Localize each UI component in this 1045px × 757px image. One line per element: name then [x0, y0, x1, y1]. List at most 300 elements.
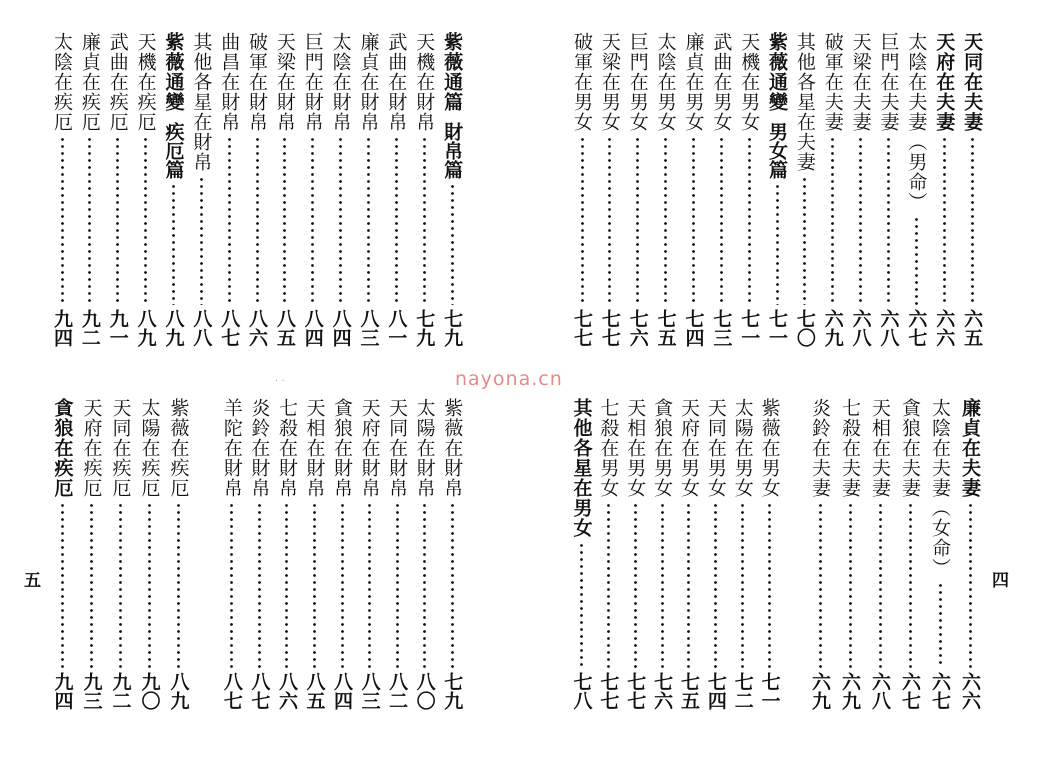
toc-entry-title: 巨門在財帛 [301, 32, 324, 132]
toc-entry-heading [274, 398, 300, 498]
page-number-left: 五 [24, 571, 41, 591]
toc-entry-heading [959, 32, 985, 132]
toc-entry-title: 貪狼在夫妻 [899, 398, 921, 498]
dot-leader [423, 502, 426, 668]
toc-entry[interactable] [624, 32, 652, 347]
toc-entry[interactable] [568, 32, 596, 347]
toc-entry[interactable] [791, 32, 819, 347]
toc-entry-title: 天府在夫妻 [933, 32, 956, 132]
toc-entry-heading [569, 32, 595, 132]
dot-leader [61, 136, 64, 305]
toc-entry-title: 破軍在男女 [571, 32, 594, 132]
toc-entry-heading [301, 398, 327, 498]
toc-entry-page: 九一 [106, 309, 129, 347]
toc-entry[interactable] [215, 32, 243, 347]
toc-entry-heading [137, 398, 163, 498]
toc-entry[interactable] [411, 398, 439, 710]
toc-entry-heading [439, 32, 465, 179]
toc-entry-page: 九四 [51, 309, 74, 347]
dot-leader [887, 136, 890, 305]
toc-entry-title: 天梁在夫妻 [849, 32, 872, 132]
toc-entry-title: 天府在疾厄 [80, 398, 103, 498]
toc-entry[interactable] [246, 398, 274, 710]
watermark: nayona.cn [455, 368, 563, 390]
toc-entry-heading [108, 398, 134, 498]
toc-entry-heading [568, 398, 594, 538]
dot-leader [313, 502, 316, 668]
toc-entry-heading [676, 398, 702, 498]
toc-entry-page: 九三 [80, 672, 103, 710]
toc-entry-heading [897, 398, 923, 498]
toc-block-top-left [48, 32, 466, 347]
toc-entry-page: 六五 [961, 309, 984, 347]
toc-entry[interactable] [595, 398, 622, 710]
toc-entry[interactable] [805, 398, 835, 710]
toc-entry-heading [649, 398, 675, 498]
toc-entry-title: 其他各星在財帛 [190, 32, 213, 172]
toc-entry-heading [160, 32, 186, 179]
toc-entry[interactable] [865, 398, 895, 710]
toc-entry-title: 七殺在男女 [597, 398, 620, 498]
toc-entry-heading [300, 32, 326, 132]
toc-entry-heading [703, 398, 729, 498]
toc-entry-heading [133, 32, 159, 132]
toc-entry-title: 巨門在男女 [626, 32, 649, 132]
dot-leader [741, 502, 744, 668]
toc-entry-page: 八四 [331, 672, 354, 710]
toc-entry-page: 七六 [626, 309, 649, 347]
toc-entry[interactable] [356, 398, 384, 710]
toc-entry[interactable] [355, 32, 383, 347]
toc-entry-heading [820, 32, 846, 132]
toc-entry-title: 天機在男女 [738, 32, 761, 132]
toc-entry[interactable] [902, 32, 930, 347]
toc-entry-heading [188, 32, 214, 172]
toc-entry-page: 七七 [571, 309, 594, 347]
toc-entry-page: 六七 [905, 309, 928, 347]
dot-leader [636, 136, 639, 305]
toc-entry[interactable] [160, 32, 188, 347]
toc-entry[interactable] [735, 32, 763, 347]
toc-entry[interactable] [382, 32, 410, 347]
toc-entry[interactable] [438, 32, 466, 347]
toc-entry-page: 七二 [731, 672, 754, 710]
toc-entry-heading [867, 398, 893, 498]
toc-entry-heading [653, 32, 679, 132]
toc-entry[interactable] [568, 398, 595, 710]
dot-leader [768, 502, 771, 668]
toc-entry-title: 貪狼在財帛 [331, 398, 354, 498]
toc-entry-page: 八三 [358, 672, 381, 710]
toc-entry-heading [439, 398, 465, 498]
toc-entry-heading [848, 32, 874, 132]
toc-entry-heading [708, 32, 734, 132]
toc-entry-heading [49, 32, 75, 132]
toc-entry[interactable] [273, 398, 301, 710]
dot-leader [819, 502, 822, 668]
toc-entry-heading [383, 32, 409, 132]
toc-entry-title: 其他各星在夫妻 [793, 32, 816, 172]
toc-entry-title: 太陰在財帛 [329, 32, 352, 132]
dot-leader [451, 502, 454, 668]
toc-entry[interactable] [327, 32, 355, 347]
toc-entry-heading [875, 32, 901, 132]
toc-entry-page: 六八 [869, 672, 891, 710]
toc-entry-title: 天同在夫妻 [961, 32, 984, 132]
toc-entry-title: 紫薇在男女 [758, 398, 781, 498]
toc-entry[interactable] [819, 32, 847, 347]
dot-leader [339, 136, 342, 305]
toc-entry-title: 太陰在疾厄 [51, 32, 74, 132]
toc-entry[interactable] [875, 32, 903, 347]
toc-entry[interactable] [106, 398, 135, 710]
toc-entry-page: 七四 [704, 672, 727, 710]
dot-leader [61, 502, 64, 668]
toc-entry-title: 破軍在財帛 [246, 32, 269, 132]
toc-entry-page: 九〇 [138, 672, 161, 710]
dot-leader [879, 502, 882, 668]
dot-leader [395, 136, 398, 305]
toc-entry-page: 六九 [839, 672, 861, 710]
dot-leader [230, 502, 233, 668]
toc-entry[interactable] [596, 32, 624, 347]
toc-entry-page: 九四 [51, 672, 74, 710]
toc-entry-title: 天府在男女 [677, 398, 700, 498]
toc-entry-title: 七殺在財帛 [275, 398, 298, 498]
toc-entry-heading [272, 32, 298, 132]
toc-entry-page: 七〇 [793, 309, 816, 347]
toc-entry-title: 紫薇通變 [162, 32, 185, 112]
toc-entry-page: 八五 [273, 309, 296, 347]
toc-entry-page: 七五 [654, 309, 677, 347]
toc-entry[interactable] [958, 32, 986, 347]
dot-leader [367, 136, 370, 305]
toc-entry-title: 天府在財帛 [358, 398, 381, 498]
toc-entry-heading [219, 398, 245, 498]
toc-block-bottom-left-a [218, 398, 466, 710]
toc-entry-title: 武曲在男女 [710, 32, 733, 132]
toc-entry[interactable] [164, 398, 193, 710]
toc-entry-heading [355, 32, 381, 132]
toc-entry-title: 太陰在夫妻（男命） [905, 32, 928, 212]
toc-entry-title: 炎鈴在夫妻 [809, 398, 831, 498]
dot-leader [88, 136, 91, 305]
toc-entry-heading [77, 32, 103, 132]
toc-entry-heading [244, 32, 270, 132]
dot-leader [720, 136, 723, 305]
toc-entry-page: 七九 [413, 309, 436, 347]
dot-leader [116, 136, 119, 305]
toc-entry-page: 八一 [385, 309, 408, 347]
toc-entry-heading [216, 32, 242, 132]
dot-leader [368, 502, 371, 668]
dot-leader [803, 176, 806, 305]
toc-entry-page: 六八 [877, 309, 900, 347]
toc-entry[interactable] [676, 398, 703, 710]
toc-entry-page: 六六 [959, 672, 981, 710]
dot-leader [144, 136, 147, 305]
toc-entry[interactable] [48, 32, 76, 347]
toc-entry[interactable] [48, 398, 77, 710]
toc-entry[interactable] [438, 398, 466, 710]
toc-entry-page: 七五 [677, 672, 700, 710]
toc-entry-page: 八九 [162, 309, 185, 347]
dot-leader [634, 502, 637, 668]
toc-entry-page: 六九 [809, 672, 831, 710]
dot-leader [849, 502, 852, 668]
toc-entry[interactable] [955, 398, 985, 710]
toc-entry-page: 八九 [167, 672, 190, 710]
toc-entry-title: 太陰在夫妻（女命） [929, 398, 951, 578]
toc-entry-title: 炎鈴在財帛 [248, 398, 271, 498]
dot-leader [258, 502, 261, 668]
toc-block-bottom-right-a [805, 398, 985, 710]
toc-entry[interactable] [271, 32, 299, 347]
toc-entry-page: 七九 [441, 309, 464, 347]
dot-leader [776, 183, 779, 305]
toc-entry-heading [50, 398, 76, 498]
dot-leader [396, 502, 399, 668]
toc-entry-title: 廉貞在疾厄 [78, 32, 101, 132]
dot-leader [664, 136, 667, 305]
toc-entry-page: 六九 [821, 309, 844, 347]
toc-entry-title: 天梁在男女 [598, 32, 621, 132]
toc-entry[interactable] [763, 32, 791, 347]
toc-entry-heading [927, 398, 953, 578]
toc-entry-page: 六六 [933, 309, 956, 347]
toc-entry[interactable] [930, 32, 958, 347]
toc-entry-title: 廉貞在男女 [682, 32, 705, 132]
dot-leader [311, 136, 314, 305]
toc-entry-page: 八四 [329, 309, 352, 347]
toc-entry-title: 廉貞在財帛 [357, 32, 380, 132]
dot-leader [119, 502, 122, 668]
toc-entry-page: 七七 [597, 672, 620, 710]
toc-entry-title: 武曲在財帛 [385, 32, 408, 132]
dot-leader [90, 502, 93, 668]
toc-entry-heading [105, 32, 131, 132]
toc-entry-page: 六七 [929, 672, 951, 710]
toc-entry[interactable] [835, 398, 865, 710]
toc-entry-heading [764, 32, 790, 179]
toc-entry-title: 天同在疾厄 [109, 398, 132, 498]
toc-entry-page: 八九 [134, 309, 157, 347]
dot-leader [200, 176, 203, 305]
toc-entry[interactable] [218, 398, 246, 710]
toc-entry-heading [622, 398, 648, 498]
dot-leader [748, 136, 751, 305]
toc-entry-page: 七七 [624, 672, 647, 710]
toc-entry[interactable] [702, 398, 729, 710]
toc-entry[interactable] [649, 398, 676, 710]
toc-entry-title: 廉貞在夫妻 [959, 398, 981, 498]
toc-entry-title: 天相在夫妻 [869, 398, 891, 498]
toc-entry-title: 貪狼在疾厄 [51, 398, 74, 498]
toc-entry[interactable] [299, 32, 327, 347]
toc-entry-heading [412, 398, 438, 498]
toc-entry-heading [597, 32, 623, 132]
toc-entry-title: 武曲在疾厄 [106, 32, 129, 132]
toc-entry-title: 其他各星在男女 [570, 398, 593, 538]
toc-entry-heading [903, 32, 929, 212]
dot-leader [714, 502, 717, 668]
toc-entry[interactable] [243, 32, 271, 347]
dot-leader [172, 183, 175, 305]
toc-entry-page: 九二 [109, 672, 132, 710]
toc-entry-title: 天同在男女 [704, 398, 727, 498]
toc-entry-title: 七殺在夫妻 [839, 398, 861, 498]
toc-entry-subtitle: 財帛篇 [441, 122, 464, 179]
toc-entry[interactable] [729, 398, 756, 710]
toc-entry-page: 八六 [246, 309, 269, 347]
toc-block-bottom-right-b [568, 398, 783, 710]
dot-leader [661, 502, 664, 668]
toc-entry-page: 八七 [218, 309, 241, 347]
toc-entry-page: 七一 [766, 309, 789, 347]
toc-entry-heading [329, 398, 355, 498]
toc-entry-title: 貪狼在男女 [651, 398, 674, 498]
dot-leader [831, 136, 834, 305]
toc-entry-page: 七三 [710, 309, 733, 347]
toc-entry-title: 紫薇在疾厄 [167, 398, 190, 498]
toc-entry[interactable] [383, 398, 411, 710]
toc-entry-title: 曲昌在財帛 [218, 32, 241, 132]
toc-entry[interactable] [895, 398, 925, 710]
dot-leader [692, 136, 695, 305]
toc-entry-page: 八二 [386, 672, 409, 710]
toc-entry-subtitle: 男女篇 [766, 122, 789, 179]
toc-entry-page: 八五 [303, 672, 326, 710]
dot-leader [608, 136, 611, 305]
toc-entry[interactable] [104, 32, 132, 347]
toc-entry[interactable] [301, 398, 329, 710]
toc-entry[interactable] [410, 32, 438, 347]
toc-entry-page: 七八 [570, 672, 593, 710]
dot-leader [341, 502, 344, 668]
toc-entry[interactable] [132, 32, 160, 347]
toc-entry[interactable] [77, 398, 106, 710]
toc-entry-heading [166, 398, 192, 498]
toc-block-bottom-left-b [48, 398, 193, 710]
dot-leader [283, 136, 286, 305]
toc-entry-page: 八〇 [413, 672, 436, 710]
dot-leader [971, 136, 974, 305]
dot-leader [943, 136, 946, 305]
toc-entry-title: 巨門在夫妻 [877, 32, 900, 132]
dot-leader [581, 136, 584, 305]
toc-entry-page: 九二 [78, 309, 101, 347]
toc-entry-title: 太陽在疾厄 [138, 398, 161, 498]
toc-entry-title: 天相在財帛 [303, 398, 326, 498]
toc-entry-subtitle: 疾厄篇 [162, 122, 185, 179]
toc-entry[interactable] [328, 398, 356, 710]
toc-entry[interactable] [756, 398, 783, 710]
toc-entry-heading [931, 32, 957, 132]
toc-entry-title: 天相在男女 [624, 398, 647, 498]
toc-entry-page: 七九 [441, 672, 464, 710]
dot-leader [148, 502, 151, 668]
toc-entry-title: 天機在財帛 [413, 32, 436, 132]
toc-entry-page: 八七 [248, 672, 271, 710]
dot-leader [256, 136, 259, 305]
toc-entry-page: 八四 [301, 309, 324, 347]
dot-leader [909, 502, 912, 668]
toc-entry-page: 八八 [190, 309, 213, 347]
dot-leader [451, 183, 454, 305]
dot-leader [939, 582, 942, 668]
dot-leader [687, 502, 690, 668]
toc-entry-heading [625, 32, 651, 132]
toc-entry[interactable] [652, 32, 680, 347]
toc-entry-heading [837, 398, 863, 498]
dot-leader [285, 502, 288, 668]
toc-entry[interactable] [680, 32, 708, 347]
toc-entry-heading [736, 32, 762, 132]
toc-entry[interactable] [707, 32, 735, 347]
toc-entry-page: 六七 [899, 672, 921, 710]
toc-entry-heading [328, 32, 354, 132]
toc-entry-heading [730, 398, 756, 498]
toc-entry-title: 太陽在財帛 [413, 398, 436, 498]
toc-entry-title: 天機在疾厄 [134, 32, 157, 132]
dot-leader [859, 136, 862, 305]
dot-leader [607, 502, 610, 668]
toc-entry-heading [957, 398, 983, 498]
toc-entry-title: 羊陀在財帛 [220, 398, 243, 498]
toc-entry[interactable] [925, 398, 955, 710]
toc-entry-page: 八七 [220, 672, 243, 710]
toc-entry-heading [357, 398, 383, 498]
dot-leader [969, 502, 972, 668]
toc-entry-title: 紫薇通變 [766, 32, 789, 112]
toc-entry[interactable] [187, 32, 215, 347]
toc-entry-page: 八三 [357, 309, 380, 347]
toc-entry[interactable] [135, 398, 164, 710]
toc-entry-heading [792, 32, 818, 172]
toc-entry-title: 破軍在夫妻 [821, 32, 844, 132]
dot-leader [423, 136, 426, 305]
toc-entry[interactable] [847, 32, 875, 347]
toc-entry-heading [411, 32, 437, 132]
toc-entry[interactable] [76, 32, 104, 347]
dot-leader [228, 136, 231, 305]
toc-entry-heading [757, 398, 783, 498]
toc-entry-page: 八六 [275, 672, 298, 710]
toc-entry-page: 七一 [738, 309, 761, 347]
dot-leader [177, 502, 180, 668]
toc-entry[interactable] [622, 398, 649, 710]
toc-entry-heading [595, 398, 621, 498]
toc-entry-page: 七六 [651, 672, 674, 710]
toc-entry-title: 太陰在男女 [654, 32, 677, 132]
toc-entry-heading [384, 398, 410, 498]
toc-entry-title: 天同在財帛 [386, 398, 409, 498]
toc-entry-title: 紫薇通篇 [441, 32, 464, 112]
toc-entry-page: 七四 [682, 309, 705, 347]
toc-entry-page: 七一 [758, 672, 781, 710]
toc-entry-page: 六八 [849, 309, 872, 347]
toc-entry-heading [807, 398, 833, 498]
toc-block-top-right [568, 32, 986, 347]
toc-entry-heading [680, 32, 706, 132]
page-number-right: 四 [992, 571, 1009, 591]
toc-entry-heading [246, 398, 272, 498]
toc-entry-heading [79, 398, 105, 498]
toc-entry-title: 天梁在財帛 [273, 32, 296, 132]
scan-smudge: · · [275, 376, 285, 387]
toc-entry-title: 太陽在男女 [731, 398, 754, 498]
toc-entry-page: 七七 [598, 309, 621, 347]
